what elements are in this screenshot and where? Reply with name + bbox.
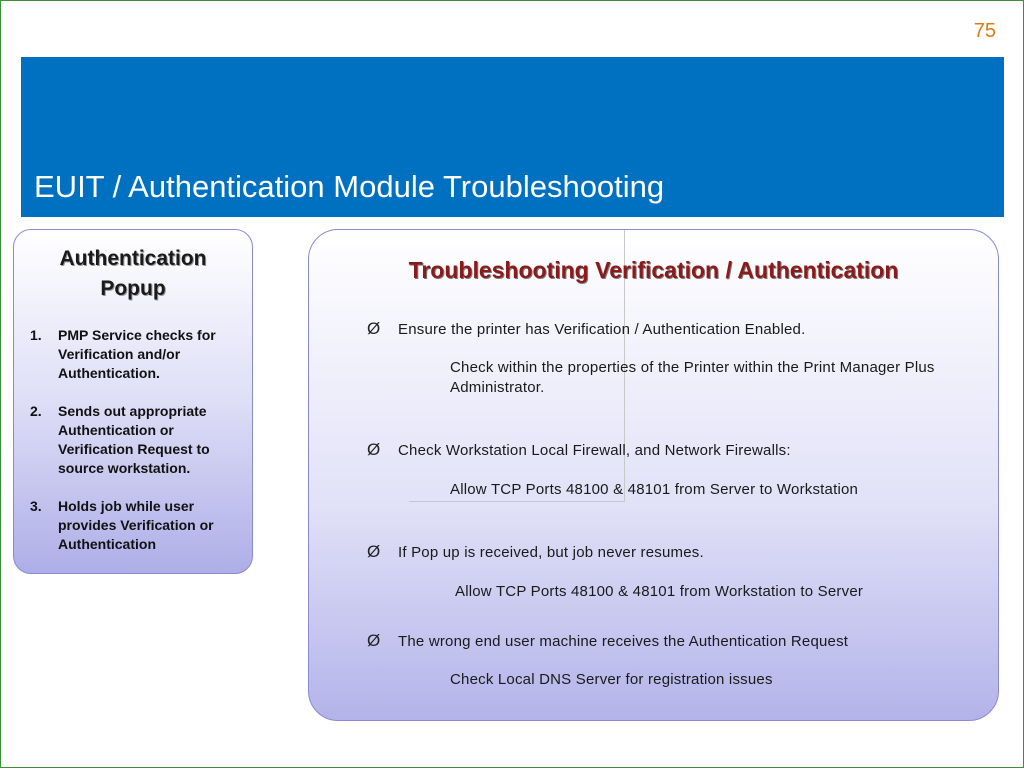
list-item-text: Holds job while user provides Verification or Authentication — [58, 498, 214, 552]
arrow-bullet-icon: Ø — [367, 542, 381, 561]
title-bar — [21, 57, 1004, 217]
slide-title: EUIT / Authentication Module Troubleshooting — [34, 169, 665, 204]
bullet-text: The wrong end user machine receives the Authentication Request — [398, 633, 849, 650]
sub-text: Allow TCP Ports 48100 & 48101 from Workstation to Server — [455, 583, 864, 600]
arrow-bullet-icon: Ø — [367, 440, 381, 459]
authentication-popup-panel — [13, 229, 253, 574]
list-item-number: 2. — [30, 403, 42, 419]
guide-line — [409, 501, 625, 502]
list-item-text: Sends out appropriate Authentication or Verification Request to source workstation. — [58, 403, 210, 476]
bullet-text: Check Workstation Local Firewall, and Network Firewalls: — [398, 442, 791, 459]
list-item-number: 1. — [30, 327, 42, 343]
list-item-text: PMP Service checks for Verification and/or Authentication. — [58, 327, 216, 381]
bullet-text: Ensure the printer has Verification / Authentication Enabled. — [398, 321, 806, 338]
list-item — [14, 497, 252, 554]
left-heading-line1: Authentication — [59, 247, 207, 270]
troubleshooting-panel — [308, 229, 999, 721]
sub-text: Check Local DNS Server for registration issues — [450, 671, 773, 688]
sub-text: Allow TCP Ports 48100 & 48101 from Server to Workstation — [450, 481, 859, 498]
list-item — [14, 326, 252, 383]
left-heading-line2: Popup — [100, 277, 166, 300]
sub-text: Check within the properties of the Printer within the Print Manager Plus Administrator. — [450, 359, 935, 396]
troubleshooting-heading: Troubleshooting Verification / Authentication — [408, 257, 899, 283]
list-item — [14, 402, 252, 478]
bullet-text: If Pop up is received, but job never resumes. — [398, 544, 704, 561]
popup-steps-list — [14, 326, 252, 554]
list-item-number: 3. — [30, 498, 42, 514]
arrow-bullet-icon: Ø — [367, 631, 381, 650]
left-panel-heading — [14, 244, 252, 304]
page-number: 75 — [973, 20, 996, 42]
arrow-bullet-icon: Ø — [367, 319, 381, 338]
